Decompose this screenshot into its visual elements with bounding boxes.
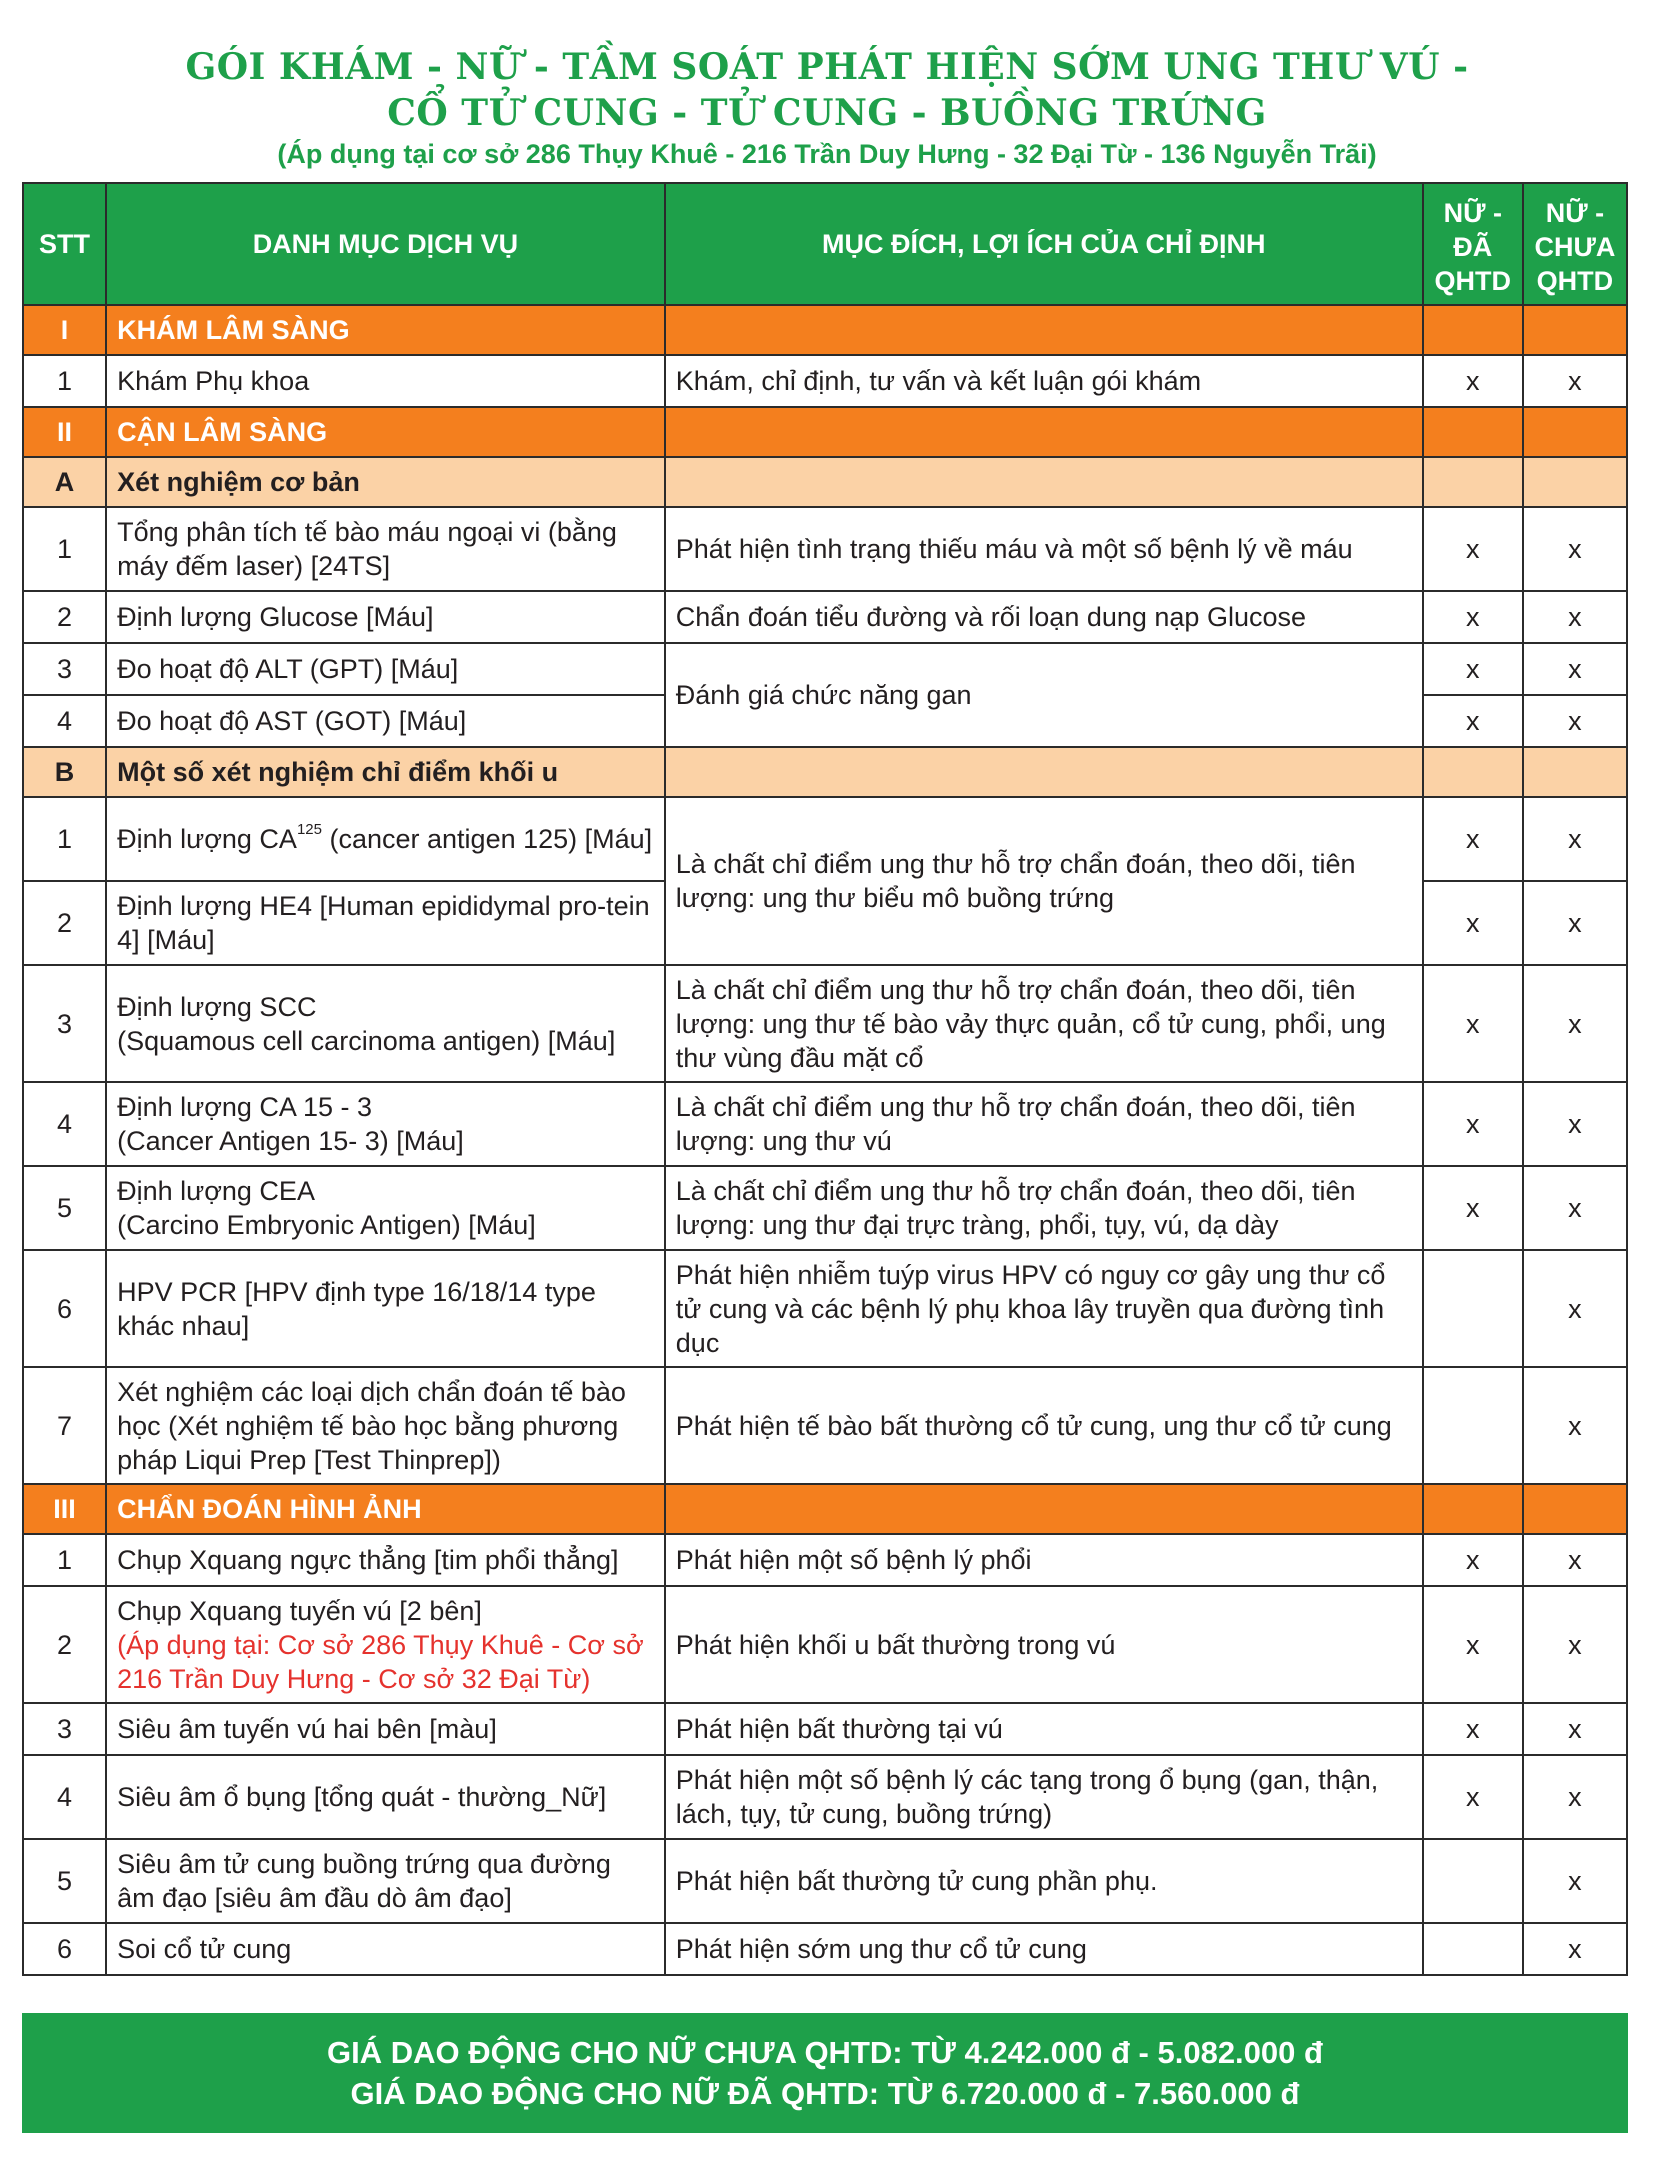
row-stt: 6 <box>23 1250 106 1367</box>
row-service: Siêu âm ổ bụng [tổng quát - thường_Nữ] <box>106 1755 665 1839</box>
married-mark: x <box>1423 1082 1523 1166</box>
married-mark: x <box>1423 643 1523 695</box>
table-header-row <box>23 183 1627 305</box>
page-title-line1: GÓI KHÁM - NỮ - TẦM SOÁT PHÁT HIỆN SỚM UNG THƯ VÚ - <box>185 46 1469 88</box>
table-row <box>23 1923 1627 1975</box>
subsection-number: A <box>23 457 106 507</box>
single-mark: x <box>1523 797 1627 881</box>
married-mark: x <box>1423 355 1523 407</box>
row-stt: 3 <box>23 1703 106 1755</box>
row-purpose: Phát hiện nhiễm tuýp virus HPV có nguy cơ gây ung thư cổ tử cung và các bệnh lý phụ khoa lây truyền qua đường tình dục <box>665 1250 1423 1367</box>
single-mark: x <box>1523 965 1627 1082</box>
row-stt: 4 <box>23 1755 106 1839</box>
row-service <box>106 1586 665 1703</box>
table-row <box>23 1586 1627 1703</box>
married-mark <box>1423 1367 1523 1484</box>
section-number: I <box>23 305 106 355</box>
col-single-line3: QHTD <box>1536 266 1614 296</box>
section-label: CHẨN ĐOÁN HÌNH ẢNH <box>106 1484 665 1534</box>
row-stt: 3 <box>23 965 106 1082</box>
table-row <box>23 591 1627 643</box>
table-row <box>23 355 1627 407</box>
row-stt: 7 <box>23 1367 106 1484</box>
section-number: III <box>23 1484 106 1534</box>
single-mark: x <box>1523 1586 1627 1703</box>
subsection-number: B <box>23 747 106 797</box>
row-stt: 2 <box>23 1586 106 1703</box>
row-stt: 2 <box>23 881 106 965</box>
single-mark: x <box>1523 1367 1627 1484</box>
section-label: CẬN LÂM SÀNG <box>106 407 665 457</box>
service-text: Định lượng CA <box>117 824 297 854</box>
section-row <box>23 407 1627 457</box>
single-mark: x <box>1523 1839 1627 1923</box>
row-purpose: Phát hiện tế bào bất thường cổ tử cung, ung thư cổ tử cung <box>665 1367 1423 1484</box>
col-single-line1: NỮ - <box>1545 198 1605 228</box>
single-mark: x <box>1523 1250 1627 1367</box>
subsection-row <box>23 747 1627 797</box>
col-purpose-header: MỤC ĐÍCH, LỢI ÍCH CỦA CHỈ ĐỊNH <box>665 183 1423 305</box>
col-single-header <box>1523 183 1627 305</box>
section-number: II <box>23 407 106 457</box>
row-purpose: Là chất chỉ điểm ung thư hỗ trợ chẩn đoán, theo dõi, tiên lượng: ung thư tế bào vảy thực quản, cổ tử cung, phổi, ung thư vùng đầu mặt cổ <box>665 965 1423 1082</box>
row-service: Siêu âm tuyến vú hai bên [màu] <box>106 1703 665 1755</box>
married-mark: x <box>1423 965 1523 1082</box>
page-title-line2: CỔ TỬ CUNG - TỬ CUNG - BUỒNG TRỨNG <box>387 92 1267 134</box>
single-mark: x <box>1523 881 1627 965</box>
married-mark <box>1423 1923 1523 1975</box>
married-mark <box>1423 1839 1523 1923</box>
row-purpose: Phát hiện bất thường tại vú <box>665 1703 1423 1755</box>
row-purpose: Phát hiện khối u bất thường trong vú <box>665 1586 1423 1703</box>
col-single-line2: CHƯA <box>1534 232 1616 262</box>
row-stt: 4 <box>23 1082 106 1166</box>
married-mark: x <box>1423 695 1523 747</box>
subsection-label: Xét nghiệm cơ bản <box>106 457 665 507</box>
row-service: Xét nghiệm các loại dịch chẩn đoán tế bào học (Xét nghiệm tế bào học bằng phương pháp Liqui Prep [Test Thinprep]) <box>106 1367 665 1484</box>
service-line2: (Cancer Antigen 15- 3) [Máu] <box>117 1126 464 1156</box>
service-line2: (Carcino Embryonic Antigen) [Máu] <box>117 1210 536 1240</box>
table-row <box>23 1166 1627 1250</box>
married-mark: x <box>1423 1534 1523 1586</box>
section-row <box>23 305 1627 355</box>
row-stt: 5 <box>23 1166 106 1250</box>
price-line-married: GIÁ DAO ĐỘNG CHO NỮ ĐÃ QHTD: TỪ 6.720.000 đ - 7.560.000 đ <box>350 2076 1300 2111</box>
row-purpose: Phát hiện một số bệnh lý phổi <box>665 1534 1423 1586</box>
row-service: Định lượng HE4 [Human epididymal pro-tein 4] [Máu] <box>106 881 665 965</box>
service-line2: (Squamous cell carcinoma antigen) [Máu] <box>117 1025 616 1056</box>
price-footer <box>22 2013 1628 2133</box>
row-purpose: Phát hiện một số bệnh lý các tạng trong ổ bụng (gan, thận, lách, tụy, tử cung, buồng trứng) <box>665 1755 1423 1839</box>
row-purpose: Phát hiện bất thường tử cung phần phụ. <box>665 1839 1423 1923</box>
row-purpose: Đánh giá chức năng gan <box>665 643 1423 747</box>
col-married-line1: NỮ - <box>1443 198 1502 228</box>
row-stt: 3 <box>23 643 106 695</box>
service-table <box>22 182 1628 1976</box>
married-mark: x <box>1423 1703 1523 1755</box>
subsection-row <box>23 457 1627 507</box>
row-service <box>106 797 665 881</box>
row-stt: 1 <box>23 355 106 407</box>
row-service: Tổng phân tích tế bào máu ngoại vi (bằng máy đếm laser) [24TS] <box>106 507 665 591</box>
row-purpose: Khám, chỉ định, tư vấn và kết luận gói khám <box>665 355 1423 407</box>
col-married-header <box>1423 183 1523 305</box>
table-row <box>23 965 1627 1082</box>
row-purpose: Phát hiện tình trạng thiếu máu và một số bệnh lý về máu <box>665 507 1423 591</box>
service-line1: Định lượng CA 15 - 3 <box>117 1092 372 1122</box>
row-stt: 4 <box>23 695 106 747</box>
table-row <box>23 1755 1627 1839</box>
single-mark: x <box>1523 1755 1627 1839</box>
married-mark: x <box>1423 1586 1523 1703</box>
row-stt: 1 <box>23 507 106 591</box>
service-line1: Định lượng SCC <box>117 991 317 1022</box>
row-stt: 2 <box>23 591 106 643</box>
col-married-line2: ĐÃ <box>1453 232 1493 262</box>
row-stt: 5 <box>23 1839 106 1923</box>
row-purpose: Phát hiện sớm ung thư cổ tử cung <box>665 1923 1423 1975</box>
married-mark: x <box>1423 1755 1523 1839</box>
single-mark: x <box>1523 507 1627 591</box>
single-mark: x <box>1523 1166 1627 1250</box>
married-mark: x <box>1423 591 1523 643</box>
single-mark: x <box>1523 355 1627 407</box>
row-service: Đo hoạt độ AST (GOT) [Máu] <box>106 695 665 747</box>
row-service: Siêu âm tử cung buồng trứng qua đường âm đạo [siêu âm đầu dò âm đạo] <box>106 1839 665 1923</box>
row-purpose: Là chất chỉ điểm ung thư hỗ trợ chẩn đoán, theo dõi, tiên lượng: ung thư vú <box>665 1082 1423 1166</box>
row-service <box>106 965 665 1082</box>
row-stt: 1 <box>23 797 106 881</box>
row-service: HPV PCR [HPV định type 16/18/14 type khác nhau] <box>106 1250 665 1367</box>
subsection-label: Một số xét nghiệm chỉ điểm khối u <box>106 747 665 797</box>
table-row <box>23 1839 1627 1923</box>
row-service: Đo hoạt độ ALT (GPT) [Máu] <box>106 643 665 695</box>
row-service: Định lượng Glucose [Máu] <box>106 591 665 643</box>
row-stt: 1 <box>23 1534 106 1586</box>
row-service: Khám Phụ khoa <box>106 355 665 407</box>
single-mark: x <box>1523 1923 1627 1975</box>
single-mark: x <box>1523 1534 1627 1586</box>
table-row <box>23 1250 1627 1367</box>
row-service: Chụp Xquang ngực thẳng [tim phổi thẳng] <box>106 1534 665 1586</box>
single-mark: x <box>1523 643 1627 695</box>
table-row <box>23 1703 1627 1755</box>
married-mark: x <box>1423 881 1523 965</box>
service-line1: Định lượng CEA <box>117 1176 315 1206</box>
married-mark: x <box>1423 1166 1523 1250</box>
page-subtitle: (Áp dụng tại cơ sở 286 Thụy Khuê - 216 Trần Duy Hưng - 32 Đại Từ - 136 Nguyễn Trãi) <box>277 139 1377 169</box>
row-purpose: Là chất chỉ điểm ung thư hỗ trợ chẩn đoán, theo dõi, tiên lượng: ung thư đại trực tràng, phổi, tụy, vú, dạ dày <box>665 1166 1423 1250</box>
row-purpose: Là chất chỉ điểm ung thư hỗ trợ chẩn đoán, theo dõi, tiên lượng: ung thư biểu mô buồng trứng <box>665 797 1423 965</box>
header <box>0 44 1654 172</box>
married-mark <box>1423 1250 1523 1367</box>
service-text: Chụp Xquang tuyến vú [2 bên] <box>117 1595 482 1626</box>
table-row <box>23 643 1627 695</box>
col-service-header: DANH MỤC DỊCH VỤ <box>106 183 665 305</box>
section-label: KHÁM LÂM SÀNG <box>106 305 665 355</box>
table-row <box>23 507 1627 591</box>
married-mark: x <box>1423 797 1523 881</box>
service-superscript: 125 <box>296 821 322 838</box>
single-mark: x <box>1523 591 1627 643</box>
row-service <box>106 1166 665 1250</box>
table-row <box>23 1082 1627 1166</box>
row-service: Soi cổ tử cung <box>106 1923 665 1975</box>
col-married-line3: QHTD <box>1434 266 1512 296</box>
single-mark: x <box>1523 1082 1627 1166</box>
married-mark: x <box>1423 507 1523 591</box>
service-text-tail: (cancer antigen 125) [Máu] <box>321 824 653 854</box>
row-purpose: Chẩn đoán tiểu đường và rối loạn dung nạp Glucose <box>665 591 1423 643</box>
col-stt-header: STT <box>23 183 106 305</box>
single-mark: x <box>1523 1703 1627 1755</box>
price-line-single: GIÁ DAO ĐỘNG CHO NỮ CHƯA QHTD: TỪ 4.242.000 đ - 5.082.000 đ <box>327 2035 1323 2070</box>
single-mark: x <box>1523 695 1627 747</box>
table-row <box>23 797 1627 881</box>
table-row <box>23 1367 1627 1484</box>
row-stt: 6 <box>23 1923 106 1975</box>
row-service <box>106 1082 665 1166</box>
table-row <box>23 1534 1627 1586</box>
section-row <box>23 1484 1627 1534</box>
location-note: (Áp dụng tại: Cơ sở 286 Thụy Khuê - Cơ sở 216 Trần Duy Hưng - Cơ sở 32 Đại Từ) <box>117 1629 644 1694</box>
